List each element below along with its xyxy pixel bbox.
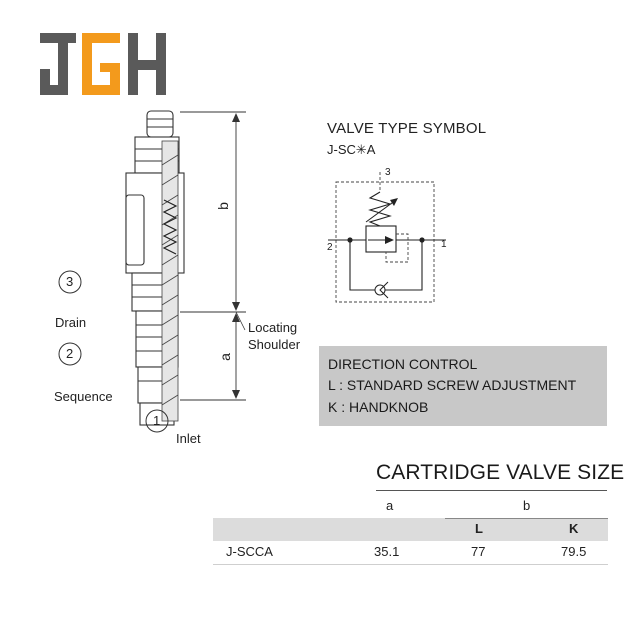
symbol-port-2: 2 — [327, 242, 333, 253]
row-b-l-value: 77 — [471, 544, 486, 559]
row-model: J-SCCA — [226, 544, 273, 559]
table-row — [213, 541, 608, 565]
symbol-port-1: 1 — [441, 239, 447, 250]
symbol-port-3: 3 — [385, 167, 391, 178]
port-1-number: 1 — [153, 413, 161, 428]
jgh-logo — [40, 33, 166, 95]
shoulder-label-line2: Shoulder — [248, 337, 301, 352]
column-header-b: b — [523, 498, 531, 513]
shoulder-label-line1: Locating — [248, 320, 298, 335]
direction-option-l: L : STANDARD SCREW ADJUSTMENT — [328, 377, 577, 393]
valve-type-symbol — [322, 162, 452, 312]
dimension-b-label: b — [214, 202, 231, 210]
subheader-band — [213, 518, 608, 541]
column-header-a: a — [386, 498, 394, 513]
row-b-k-value: 79.5 — [561, 544, 587, 559]
direction-option-k: K : HANDKNOB — [328, 399, 429, 415]
direction-control-title: DIRECTION CONTROL — [328, 356, 478, 372]
port-1-label: Inlet — [176, 431, 201, 446]
title-underline — [376, 490, 607, 491]
port-3-number: 3 — [66, 274, 74, 289]
row-a-value: 35.1 — [374, 544, 400, 559]
direction-control-panel — [319, 346, 607, 426]
port-2-label: Sequence — [54, 389, 113, 404]
valve-symbol-title: VALVE TYPE SYMBOL — [327, 120, 487, 137]
subheader-divider — [445, 518, 608, 519]
dimension-a-label: a — [216, 353, 233, 361]
port-2-number: 2 — [66, 346, 74, 361]
subheader-k: K — [569, 521, 579, 536]
valve-symbol-code: J-SC✳A — [327, 142, 376, 157]
valve-stem — [147, 111, 173, 137]
subheader-l: L — [475, 521, 483, 536]
port-3-label: Drain — [55, 315, 87, 330]
size-table-title: CARTRIDGE VALVE SIZE — [376, 461, 625, 484]
